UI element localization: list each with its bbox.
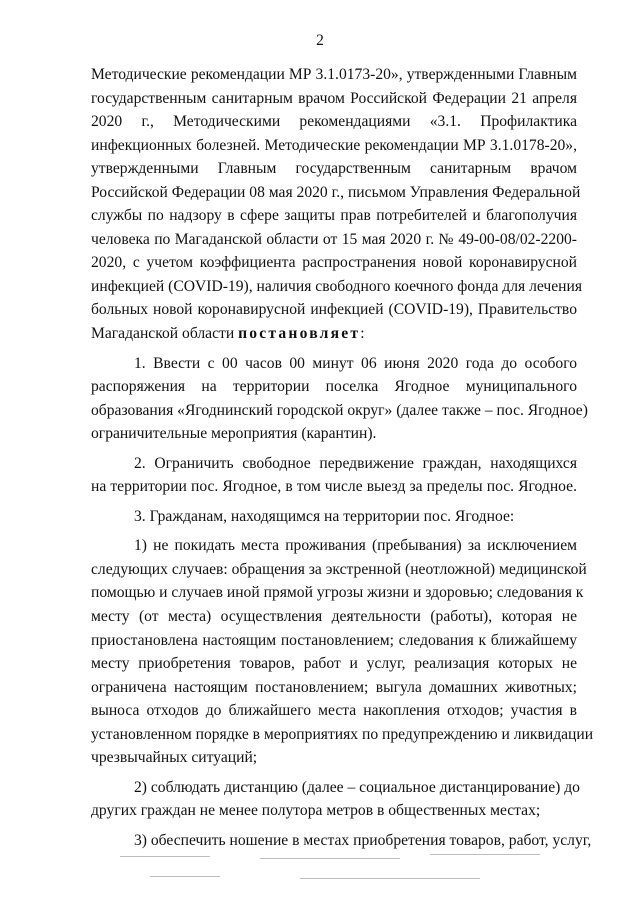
decree-word: постановляет bbox=[238, 325, 361, 343]
text-line: больных новой коронавирусной инфекцией (COVID-19), Правительство bbox=[91, 301, 577, 319]
page-number: 2 bbox=[316, 32, 324, 49]
text-line: человека по Магаданской области от 15 мая 2020 г. № 49-00-08/02-2200- bbox=[91, 230, 577, 248]
text-line: распоряжения на территории поселка Ягодное муниципального bbox=[91, 378, 577, 396]
text-line: месту (от места) осуществления деятельности (работы), которая не bbox=[91, 608, 577, 626]
document-body bbox=[91, 63, 594, 853]
text-fragment: Магаданской области bbox=[91, 325, 239, 343]
text-line: 2) соблюдать дистанцию (далее – социальное дистанцирование) до bbox=[134, 778, 580, 796]
text-line: ограничительные мероприятия (карантин). bbox=[91, 425, 377, 443]
text-line: 1) не покидать места проживания (пребывания) за исключением bbox=[134, 537, 577, 555]
text-line: службы по надзору в сфере защиты прав потребителей и благополучия bbox=[91, 207, 577, 225]
text-line: следующих случаев: обращения за экстренной (неотложной) медицинской bbox=[91, 560, 587, 578]
text-line bbox=[91, 322, 577, 346]
text-line: 3. Гражданам, находящимся на территории пос. Ягодное: bbox=[134, 507, 515, 525]
text-line: других граждан не менее полутора метров в общественных местах; bbox=[91, 802, 541, 820]
text-line: 2020 г., Методическими рекомендациями «3.1. Профилактика bbox=[91, 113, 577, 131]
scan-noise bbox=[0, 842, 640, 902]
text-line: утвержденными Главным государственным санитарным врачом bbox=[91, 160, 577, 178]
text-line: месту приобретения товаров, работ и услуг, реализация которых не bbox=[91, 655, 577, 673]
text-line: ограничена настоящим постановлением; выгула домашних животных; bbox=[91, 678, 577, 696]
text-line: 3) обеспечить ношение в местах приобретения товаров, работ, услуг, bbox=[134, 831, 592, 849]
text-line: 2020, с учетом коэффициента распространения новой коронавирусной bbox=[91, 254, 577, 272]
text-line: на территории пос. Ягодное, в том числе выезд за пределы пос. Ягодное. bbox=[91, 478, 577, 496]
text-line: 1. Ввести с 00 часов 00 минут 06 июня 2020 года до особого bbox=[134, 354, 577, 372]
text-line: чрезвычайных ситуаций; bbox=[91, 749, 258, 767]
text-line: Методические рекомендации МР 3.1.0173-20», утвержденными Главным bbox=[91, 66, 577, 83]
text-line: Российской Федерации 08 мая 2020 г., письмом Управления Федеральной bbox=[91, 183, 581, 201]
text-line: 2. Ограничить свободное передвижение граждан, находящихся bbox=[134, 454, 577, 472]
text-line: государственным санитарным врачом Российской Федерации 21 апреля bbox=[91, 89, 577, 107]
text-line: инфекционных болезней. Методические рекомендации МР 3.1.0178-20», bbox=[91, 136, 577, 154]
text-line: приостановлена настоящим постановлением; следования к ближайшему bbox=[91, 631, 577, 649]
text-line: установленном порядке в мероприятиях по предупреждению и ликвидации bbox=[91, 725, 594, 743]
text-line: выноса отходов до ближайшего места накопления отходов; участия в bbox=[91, 702, 577, 720]
text-line: образования «Ягоднинский городской округ» (далее также – пос. Ягодное) bbox=[91, 401, 588, 419]
text-line: инфекцией (COVID-19), наличия свободного коечного фонда для лечения bbox=[91, 277, 583, 295]
text-fragment: : bbox=[360, 325, 365, 343]
text-line: помощью и случаев иной прямой угрозы жизни и здоровью; следования к bbox=[91, 584, 584, 602]
